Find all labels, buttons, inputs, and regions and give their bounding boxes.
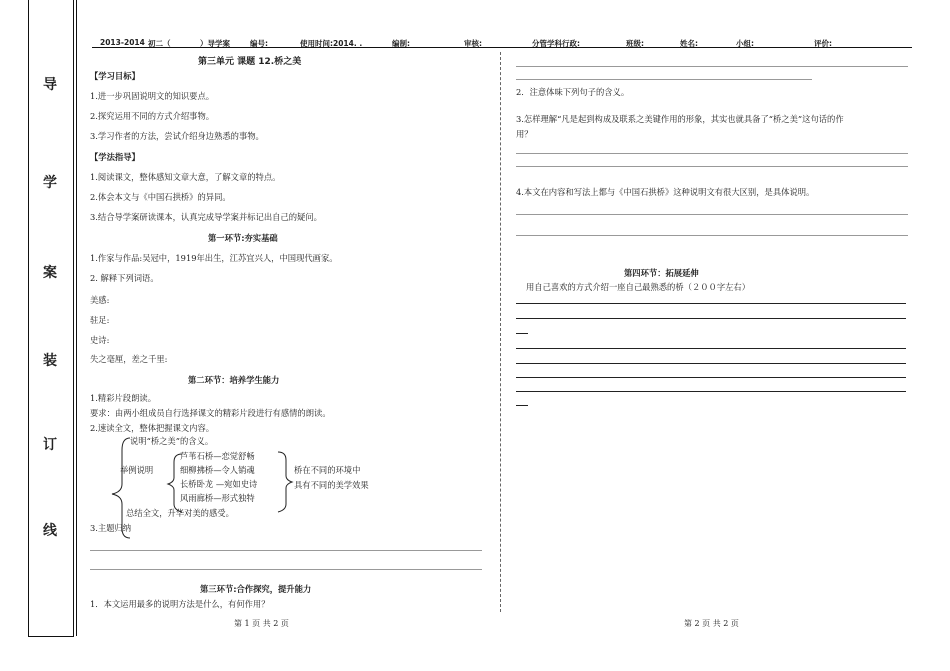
question-2: 2．注意体味下列句子的含义。	[516, 87, 630, 97]
answer-line	[516, 214, 908, 215]
outline-meaning: 说明“桥之美”的含义。	[130, 436, 214, 446]
header-admin: 分管学科行政:	[532, 39, 580, 48]
outline-examples-label: 举例说明	[120, 465, 154, 475]
header-class: 班级:	[626, 39, 644, 48]
answer-line	[90, 550, 482, 551]
section-4-title: 第四环节：拓展延伸	[624, 268, 699, 278]
answer-line	[516, 166, 908, 167]
method-item: 1.阅读课文，整体感知文章大意，了解文章的特点。	[90, 172, 281, 182]
sec2-item: 1.精彩片段朗读。	[90, 393, 156, 403]
term-shishi: 史诗:	[90, 335, 110, 345]
theme-summary: 3.主题归纳	[90, 523, 132, 533]
answer-line	[90, 569, 482, 570]
method-item: 2.体会本文与《中国石拱桥》的异同。	[90, 192, 231, 202]
writing-line	[516, 333, 528, 334]
sidebar-char: 订	[43, 437, 57, 453]
header-grade: 初二（	[148, 39, 171, 48]
term-zhuzu: 驻足:	[90, 315, 110, 325]
sec1-item: 2. 解释下列词语。	[90, 273, 159, 283]
outline-example: 细柳拂桥—令人销魂	[180, 465, 255, 475]
writing-line	[516, 348, 906, 349]
answer-line	[516, 153, 908, 154]
method-heading: 【学法指导】	[90, 152, 140, 162]
header-eval: 评价:	[814, 39, 832, 48]
outline-right-1: 桥在不同的环境中	[294, 465, 361, 475]
header-doc: ）导学案	[200, 39, 230, 48]
header-rule	[92, 47, 912, 48]
header-year: 2013-2014	[100, 38, 145, 47]
sec1-item: 1.作家与作品:吴冠中，1919年出生，江苏宜兴人，中国现代画家。	[90, 253, 338, 263]
sidebar-char: 案	[43, 265, 57, 281]
outline-right-2: 具有不同的美学效果	[294, 480, 369, 490]
page-footer-2: 第 2 页 共 2 页	[684, 619, 739, 628]
answer-line	[516, 66, 908, 67]
sidebar-char: 学	[43, 175, 57, 191]
binding-margin	[28, 0, 74, 637]
lesson-title: 第三单元 课题 12.桥之美	[198, 57, 302, 67]
outline-example: 长桥卧龙 —宛如史诗	[180, 479, 258, 489]
question-4: 4.本文在内容和写法上都与《中国石拱桥》这种说明文有很大区别，是具体说明。	[516, 187, 815, 197]
header-code: 编号:	[250, 39, 268, 48]
term-meigan: 美感:	[90, 295, 110, 305]
binding-line	[76, 0, 77, 636]
sec2-item: 要求：由两小组成员自行选择课文的精彩片段进行有感情的朗读。	[90, 408, 331, 418]
question-3-cont: 用？	[516, 129, 533, 139]
page-divider	[500, 52, 501, 612]
answer-line	[516, 79, 812, 80]
header-editor: 编制:	[392, 39, 410, 48]
header-usetime: 使用时间:2014. .	[300, 39, 363, 48]
outline-example: 芦苇石桥—恋觉舒畅	[180, 451, 255, 461]
sec2-item: 2.速读全文，整体把握课文内容。	[90, 423, 215, 433]
sec3-question-1: 1．本文运用最多的说明方法是什么，有何作用？	[90, 599, 270, 609]
goal-item: 3.学习作者的方法，尝试介绍身边熟悉的事物。	[90, 131, 264, 141]
section-3-title: 第三环节:合作探究，提升能力	[200, 584, 312, 594]
writing-line	[516, 363, 906, 364]
section-4-prompt: 用自己喜欢的方式介绍一座自己最熟悉的桥（２００字左右）	[526, 282, 751, 292]
outline-example: 风雨廊桥—形式独特	[180, 493, 255, 503]
writing-line	[516, 377, 906, 378]
writing-line	[516, 303, 906, 304]
section-1-title: 第一环节:夯实基础	[208, 233, 278, 243]
writing-line	[516, 405, 528, 406]
goal-item: 1.进一步巩固说明文的知识要点。	[90, 91, 215, 101]
writing-line	[516, 391, 906, 392]
question-3: 3.怎样理解“凡是起到构成及联系之美键作用的形象，其实也就具备了“桥之美”这句话的作	[516, 114, 844, 124]
term-idiom: 失之毫厘，差之千里:	[90, 354, 168, 364]
sidebar-char: 导	[43, 77, 57, 93]
goal-item: 2.探究运用不同的方式介绍事物。	[90, 111, 215, 121]
sidebar-char: 装	[43, 353, 57, 369]
outline-summary: 总结全文，升华对美的感受。	[126, 508, 234, 518]
sidebar-char: 线	[43, 523, 57, 539]
answer-line	[516, 235, 908, 236]
method-item: 3.结合导学案研读课本，认真完成导学案并标记出自己的疑问。	[90, 212, 322, 222]
header-name: 姓名:	[680, 39, 698, 48]
writing-line	[516, 318, 906, 319]
goals-heading: 【学习目标】	[90, 71, 140, 81]
page-footer-1: 第 1 页 共 2 页	[234, 619, 289, 628]
header-reviewer: 审核:	[464, 39, 482, 48]
section-2-title: 第二环节：培养学生能力	[188, 375, 280, 385]
header-group: 小组:	[736, 39, 754, 48]
